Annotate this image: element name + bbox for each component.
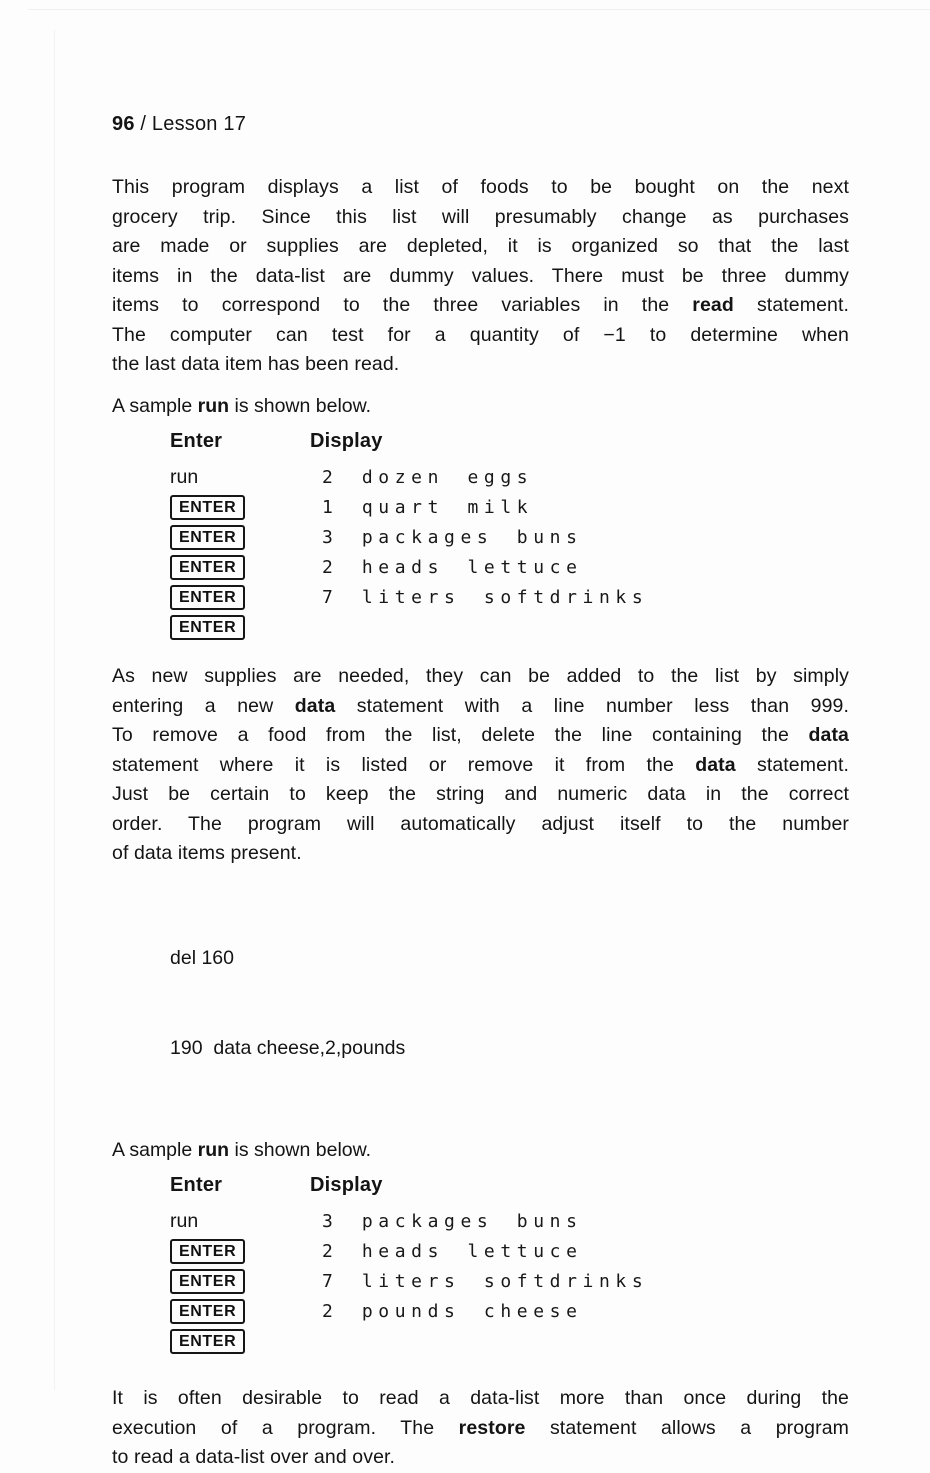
display-output-line: 3 packages buns [322, 526, 583, 548]
text: the last data item has been read. [112, 353, 400, 375]
enter-key: ENTER [170, 1239, 245, 1264]
text: Just be certain to keep the string and numeric data in the correct [112, 783, 849, 805]
text: are made or supplies are depleted, it is organized so that the last [112, 235, 849, 257]
text: grocery trip. Since this list will presumably change as purchases [112, 205, 849, 228]
bold-text: read [692, 294, 734, 316]
display-output-line: 2 heads lettuce [322, 1240, 583, 1262]
text: to read a data-list over and over. [112, 1446, 396, 1468]
sample-run-intro-2 [112, 1136, 849, 1166]
enter-column-header: Enter [170, 430, 223, 452]
enter-column-header: Enter [170, 1174, 223, 1196]
paragraph-line [112, 321, 849, 351]
text: statement. [735, 753, 850, 776]
code-line: 190 data cheese,2,pounds [170, 1036, 406, 1059]
paragraph-line [112, 1384, 849, 1414]
text: statement where it is listed or remove it from the [112, 753, 696, 776]
bold-text: data [294, 694, 336, 717]
paragraph-line [112, 350, 849, 380]
enter-key: ENTER [170, 495, 245, 520]
text: It is often desirable to read a data-list more than once during the [112, 1387, 849, 1409]
paragraph-line [112, 839, 849, 869]
paragraph-line [112, 780, 849, 810]
paragraph-line [112, 232, 849, 262]
text: statement allows a program [525, 1416, 850, 1439]
display-output-line: 3 packages buns [322, 1210, 583, 1232]
text: items in the data-list are dummy values. There must be three dummy [112, 264, 849, 287]
sample-run-intro-1 [112, 392, 849, 422]
text: This program displays a list of foods to be bought on the next [112, 176, 849, 198]
paragraph-line [112, 291, 849, 321]
paragraph-line [112, 203, 849, 233]
text: To remove a food from the list, delete the line containing the [112, 724, 809, 746]
text: is shown below. [229, 1138, 372, 1161]
text: The computer can test for a quantity of −1 to determine when [112, 323, 849, 346]
bold-text: run [197, 1138, 230, 1161]
sample-run-table-2 [170, 1174, 849, 1356]
paragraph-line [112, 721, 849, 751]
text: execution of a program. The [112, 1416, 459, 1439]
text: order. The program will automatically adjust itself to the number [112, 812, 849, 835]
display-output-line: 7 liters softdrinks [322, 586, 649, 608]
text: A sample [112, 394, 198, 417]
paragraph-line [112, 751, 849, 781]
paragraph-intro [112, 173, 849, 380]
text: statement with a line number less than 999. [335, 694, 849, 717]
page-header [112, 112, 849, 136]
text: / Lesson 17 [134, 113, 247, 135]
text: of data items present. [112, 842, 302, 864]
display-output-line: 2 dozen eggs [322, 466, 534, 488]
paragraph-restore [112, 1384, 849, 1473]
bold-text: data [695, 753, 736, 776]
run-command: run [170, 1209, 199, 1232]
scan-edge-left [54, 30, 55, 1390]
enter-key: ENTER [170, 1269, 245, 1294]
bold-text: run [197, 394, 230, 417]
display-output-line: 1 quart milk [322, 496, 534, 518]
enter-key: ENTER [170, 1299, 245, 1324]
paragraph-line [112, 1414, 849, 1444]
code-block [170, 883, 849, 1123]
paragraph-line [112, 692, 849, 722]
display-column-header: Display [310, 430, 383, 452]
display-output-line: 2 pounds cheese [322, 1300, 583, 1322]
enter-key: ENTER [170, 585, 245, 610]
run-command: run [170, 465, 199, 488]
paragraph-line [112, 262, 849, 292]
text: items to correspond to the three variables in the [112, 294, 693, 316]
scan-edge-top [28, 9, 930, 10]
paragraph-line [112, 810, 849, 840]
display-output-line: 7 liters softdrinks [322, 1270, 649, 1292]
enter-key: ENTER [170, 615, 245, 640]
book-page [112, 112, 849, 1473]
enter-key: ENTER [170, 555, 245, 580]
text: A sample [112, 1138, 198, 1161]
paragraph-line [112, 173, 849, 203]
sample-run-table-1 [170, 430, 849, 642]
bold-text: data [808, 724, 849, 746]
paragraph-line [112, 662, 849, 692]
display-output-line: 2 heads lettuce [322, 556, 583, 578]
display-column-header: Display [310, 1174, 383, 1196]
paragraph-line [112, 1443, 849, 1473]
text: statement. [733, 294, 850, 316]
text: is shown below. [229, 394, 372, 417]
paragraph-editing [112, 662, 849, 869]
enter-key: ENTER [170, 525, 245, 550]
text: entering a new [112, 694, 295, 717]
text: As new supplies are needed, they can be added to the list by simply [112, 665, 849, 687]
enter-key: ENTER [170, 1329, 245, 1354]
bold-text: restore [458, 1416, 526, 1439]
code-line: del 160 [170, 946, 234, 969]
bold-text: 96 [112, 113, 135, 135]
